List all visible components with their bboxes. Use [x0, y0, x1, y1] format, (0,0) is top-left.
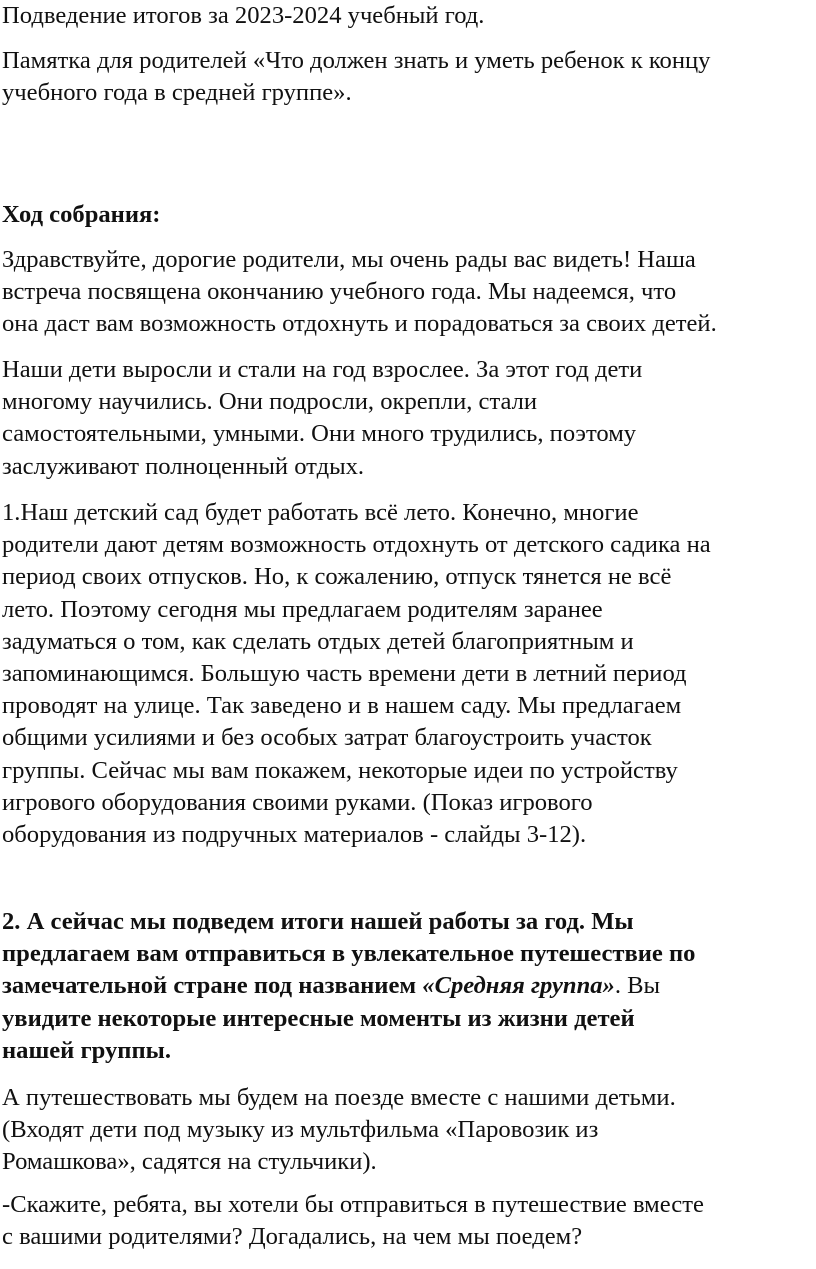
text-line: заслуживают полноценный отдых. — [2, 452, 365, 480]
text-line: общими усилиями и без особых затрат благоустроить участок — [2, 724, 652, 752]
text-line: увидите некоторые интересные моменты из жизни детей — [2, 1004, 635, 1032]
text-line: (Входят дети под музыку из мультфильма «Паровозик из — [2, 1116, 599, 1144]
text-line: встреча посвящена окончанию учебного года. Мы надеемся, что — [2, 278, 677, 306]
text-line: -Скажите, ребята, вы хотели бы отправиться в путешествие вместе — [2, 1191, 704, 1218]
text-line: многому научились. Они подросли, окрепли, стали — [2, 388, 538, 416]
text-line: учебного года в средней группе». — [2, 79, 352, 107]
text-line: Ромашкова», садятся на стульчики). — [2, 1148, 377, 1176]
text-line: Здравствуйте, дорогие родители, мы очень рады вас видеть! Наша — [2, 246, 696, 273]
children-grown-paragraph — [2, 354, 812, 483]
train-journey-paragraph — [2, 1082, 812, 1179]
text-line: Подведение итогов за 2023-2024 учебный год. — [2, 2, 485, 29]
text-line: А путешествовать мы будем на поезде вместе с нашими детьми. — [2, 1084, 676, 1111]
text-line: она даст вам возможность отдохнуть и порадоваться за своих детей. — [2, 310, 717, 338]
emphasis-text: «Средняя группа» — [422, 972, 615, 1000]
text-line: родители дают детям возможность отдохнуть от детского садика на — [2, 531, 711, 559]
text-fragment: замечательной стране под названием — [2, 972, 423, 1000]
text-line: самостоятельными, умными. Они много трудились, поэтому — [2, 420, 637, 448]
text-line: Памятка для родителей «Что должен знать и уметь ребенок к концу — [2, 47, 711, 74]
summer-work-paragraph — [2, 497, 814, 851]
text-line: оборудования из подручных материалов - слайды 3-12). — [2, 821, 587, 849]
heading-text: Ход собрания: — [2, 201, 161, 228]
text-line: проводят на улице. Так заведено и в нашем саду. Мы предлагаем — [2, 692, 682, 720]
section-heading — [2, 199, 812, 231]
text-line — [2, 970, 792, 1002]
text-line: лето. Поэтому сегодня мы предлагаем родителям заранее — [2, 595, 603, 623]
greeting-paragraph — [2, 244, 816, 341]
text-line: 1.Наш детский сад будет работать всё лето. Конечно, многие — [2, 499, 639, 526]
memo-title — [2, 45, 812, 109]
text-line: задуматься о том, как сделать отдых детей благоприятным и — [2, 627, 634, 655]
text-line: с вашими родителями? Догадались, на чем мы поедем? — [2, 1223, 583, 1251]
question-paragraph — [2, 1189, 812, 1253]
text-line: период своих отпусков. Но, к сожалению, отпуск тянется не всё — [2, 563, 672, 591]
year-summary-paragraph — [2, 906, 792, 1067]
document-subtitle — [2, 0, 812, 32]
text-line: 2. А сейчас мы подведем итоги нашей работы за год. Мы — [2, 908, 634, 935]
text-line: нашей группы. — [2, 1036, 171, 1064]
text-line: игрового оборудования своими руками. (Показ игрового — [2, 788, 593, 816]
text-line: предлагаем вам отправиться в увлекательное путешествие по — [2, 940, 696, 968]
text-line: запоминающимся. Большую часть времени дети в летний период — [2, 660, 687, 688]
text-line: Наши дети выросли и стали на год взрослее. За этот год дети — [2, 356, 643, 383]
text-fragment: . Вы — [614, 972, 661, 1000]
text-line: группы. Сейчас мы вам покажем, некоторые идеи по устройству — [2, 756, 678, 784]
